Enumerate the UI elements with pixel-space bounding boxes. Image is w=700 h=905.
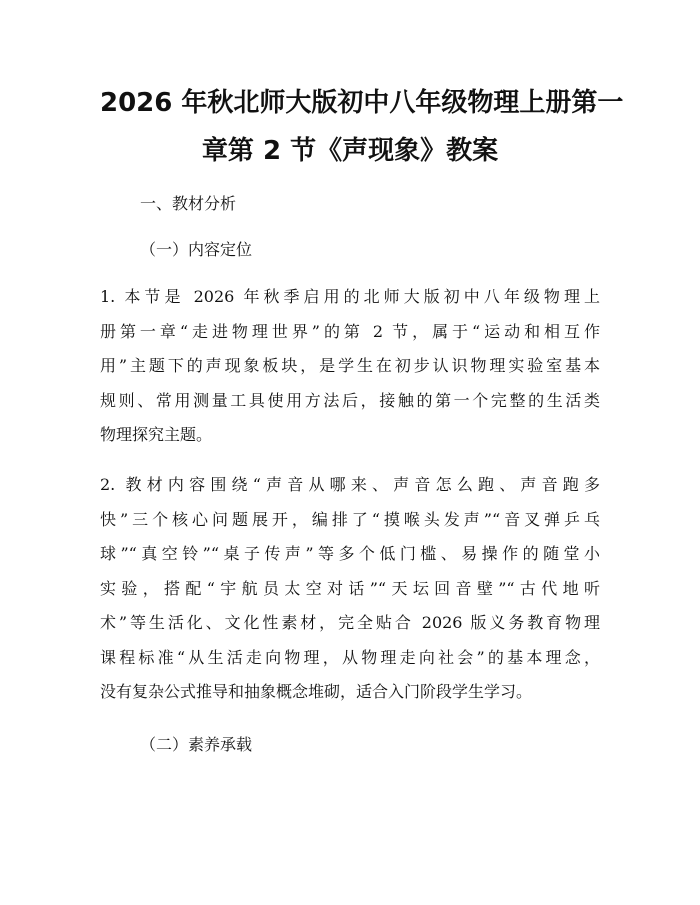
paragraph-2-line: 课程标准“从生活走向物理，从物理走向社会”的基本理念， [100, 647, 600, 667]
paragraph-1-line: 用”主题下的声现象板块，是学生在初步认识物理实验室基本 [100, 356, 600, 375]
paragraph-1-line: 册第一章“走进物理世界”的第 2 节，属于“运动和相互作 [100, 321, 600, 341]
paragraph-2-line: 没有复杂公式推导和抽象概念堆砌，适合入门阶段学生学习。 [100, 682, 533, 701]
paragraph-1-line: 1. 本节是 2026 年秋季启用的北师大版初中八年级物理上 [100, 287, 600, 306]
paragraph-1-line: 规则、常用测量工具使用方法后，接触的第一个完整的生活类 [100, 390, 600, 410]
paragraph-2-line: 2. 教材内容围绕“声音从哪来、声音怎么跑、声音跑多 [100, 475, 600, 494]
paragraph-1 [100, 280, 600, 453]
subsection-heading-content-positioning: （一）内容定位 [140, 240, 253, 259]
document-title-line-2: 章第 2 节《声现象》教案 [201, 136, 499, 166]
paragraph-2-line: 实验，搭配“宇航员太空对话”“天坛回音壁”“古代地听 [100, 578, 600, 598]
subsection-heading-literacy-bearing: （二）素养承载 [140, 735, 253, 754]
paragraph-2-line: 球”“真空铃”“桌子传声”等多个低门槛、易操作的随堂小 [100, 544, 600, 563]
paragraph-1-line: 物理探究主题。 [100, 425, 213, 444]
paragraph-2-line: 术”等生活化、文化性素材，完全贴合 2026 版义务教育物理 [100, 613, 600, 632]
section-heading-teaching-material-analysis: 一、教材分析 [140, 194, 237, 213]
paragraph-2-line: 快”三个核心问题展开，编排了“摸喉头发声”“音叉弹乒乓 [100, 509, 600, 529]
paragraph-2 [100, 468, 600, 710]
document-title-line-1: 2026 年秋北师大版初中八年级物理上册第一 [100, 88, 624, 118]
